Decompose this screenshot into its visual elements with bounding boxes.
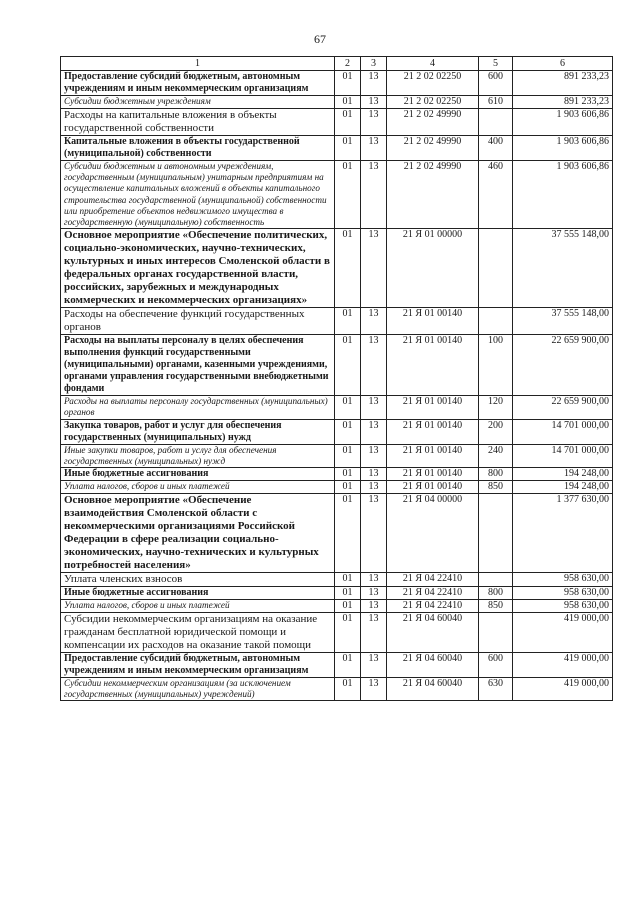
row-subsection: 13 [361,161,387,229]
row-amount: 1 377 630,00 [513,494,613,573]
table-row [61,161,613,229]
row-section: 01 [335,71,361,96]
row-section: 01 [335,136,361,161]
row-expense-type: 100 [479,335,513,396]
row-section: 01 [335,481,361,494]
row-name: Иные бюджетные ассигнования [61,587,335,600]
row-section: 01 [335,587,361,600]
row-amount: 1 903 606,86 [513,109,613,136]
row-subsection: 13 [361,109,387,136]
row-name: Уплата членских взносов [61,573,335,587]
row-target-article: 21 Я 04 22410 [387,600,479,613]
table-row [61,653,613,678]
row-target-article: 21 2 02 02250 [387,96,479,109]
header-col-3: 3 [361,57,387,71]
row-target-article: 21 Я 01 00140 [387,419,479,444]
row-section: 01 [335,494,361,573]
table-row [61,468,613,481]
row-subsection: 13 [361,229,387,308]
row-amount: 958 630,00 [513,573,613,587]
row-expense-type: 460 [479,161,513,229]
table-row [61,494,613,573]
row-expense-type [479,494,513,573]
row-name: Закупка товаров, работ и услуг для обеспечения государственных (муниципальных) нужд [61,419,335,444]
row-expense-type: 400 [479,136,513,161]
table-row [61,444,613,467]
table-header-row [61,57,613,71]
row-target-article: 21 Я 01 00140 [387,308,479,335]
row-target-article: 21 Я 04 00000 [387,494,479,573]
row-section: 01 [335,335,361,396]
row-amount: 1 903 606,86 [513,161,613,229]
row-expense-type [479,229,513,308]
row-expense-type [479,613,513,653]
row-amount: 37 555 148,00 [513,308,613,335]
row-name: Предоставление субсидий бюджетным, автономным учреждениям и иным некоммерческим организациям [61,653,335,678]
header-col-6: 6 [513,57,613,71]
table-row [61,109,613,136]
row-target-article: 21 Я 01 00140 [387,444,479,467]
header-col-4: 4 [387,57,479,71]
row-expense-type [479,573,513,587]
row-subsection: 13 [361,494,387,573]
row-expense-type: 240 [479,444,513,467]
row-target-article: 21 2 02 49990 [387,161,479,229]
row-amount: 958 630,00 [513,587,613,600]
row-subsection: 13 [361,308,387,335]
row-amount: 419 000,00 [513,613,613,653]
row-amount: 891 233,23 [513,71,613,96]
table-row [61,573,613,587]
row-expense-type: 600 [479,653,513,678]
row-subsection: 13 [361,613,387,653]
row-subsection: 13 [361,335,387,396]
table-row [61,587,613,600]
row-section: 01 [335,396,361,419]
header-col-1: 1 [61,57,335,71]
row-name: Субсидии бюджетным и автономным учреждениям, государственным (муниципальным) унитарным предприятиям на осуществление капитальных вложений в объекты капитального строительства государственной (муниципальной) собственности или приобретение объектов недвижимого имущества в государственную (муниципальную) собственность [61,161,335,229]
row-amount: 22 659 900,00 [513,396,613,419]
row-expense-type: 850 [479,600,513,613]
row-section: 01 [335,600,361,613]
row-expense-type: 800 [479,468,513,481]
table-body [61,71,613,701]
table-row [61,229,613,308]
row-expense-type: 600 [479,71,513,96]
row-amount: 419 000,00 [513,678,613,701]
row-amount: 194 248,00 [513,468,613,481]
row-amount: 194 248,00 [513,481,613,494]
table-row [61,335,613,396]
row-section: 01 [335,308,361,335]
budget-table [60,56,613,701]
row-subsection: 13 [361,444,387,467]
row-section: 01 [335,573,361,587]
row-target-article: 21 Я 01 00140 [387,481,479,494]
row-name: Расходы на обеспечение функций государственных органов [61,308,335,335]
row-subsection: 13 [361,71,387,96]
table-row [61,308,613,335]
row-section: 01 [335,468,361,481]
row-name: Иные бюджетные ассигнования [61,468,335,481]
row-name: Субсидии некоммерческим организациям на оказание гражданам бесплатной юридической помощи и компенсации их расходов на оказание такой помощи [61,613,335,653]
row-name: Основное мероприятие «Обеспечение взаимодействия Смоленской области с некоммерческими организациями Российской Федерации в сфере реализации социально-экономических, научно-технических и культурных потребностей населения» [61,494,335,573]
row-expense-type: 200 [479,419,513,444]
row-section: 01 [335,444,361,467]
row-target-article: 21 Я 04 60040 [387,613,479,653]
row-subsection: 13 [361,573,387,587]
header-col-5: 5 [479,57,513,71]
row-expense-type: 850 [479,481,513,494]
row-expense-type [479,308,513,335]
row-subsection: 13 [361,481,387,494]
row-target-article: 21 Я 04 60040 [387,678,479,701]
row-amount: 958 630,00 [513,600,613,613]
row-section: 01 [335,96,361,109]
table-row [61,396,613,419]
row-expense-type: 630 [479,678,513,701]
table-row [61,678,613,701]
row-name: Уплата налогов, сборов и иных платежей [61,600,335,613]
row-subsection: 13 [361,136,387,161]
row-section: 01 [335,678,361,701]
row-expense-type [479,109,513,136]
row-amount: 22 659 900,00 [513,335,613,396]
row-subsection: 13 [361,587,387,600]
row-target-article: 21 2 02 49990 [387,109,479,136]
row-subsection: 13 [361,678,387,701]
row-target-article: 21 2 02 49990 [387,136,479,161]
row-amount: 419 000,00 [513,653,613,678]
row-name: Расходы на выплаты персоналу государственных (муниципальных) органов [61,396,335,419]
row-subsection: 13 [361,653,387,678]
row-subsection: 13 [361,600,387,613]
row-target-article: 21 Я 04 22410 [387,573,479,587]
row-target-article: 21 Я 01 00000 [387,229,479,308]
row-name: Основное мероприятие «Обеспечение политических, социально-экономических, научно-технических, культурных и иных интересов Смоленской области в федеральных органах государственной власти, российских, зарубежных и международных коммерческих и некоммерческих организациях» [61,229,335,308]
row-name: Расходы на капитальные вложения в объекты государственной собственности [61,109,335,136]
row-target-article: 21 Я 01 00140 [387,335,479,396]
page-number: 67 [314,32,326,46]
row-amount: 37 555 148,00 [513,229,613,308]
row-target-article: 21 2 02 02250 [387,71,479,96]
row-subsection: 13 [361,419,387,444]
row-subsection: 13 [361,96,387,109]
row-target-article: 21 Я 04 60040 [387,653,479,678]
row-amount: 14 701 000,00 [513,419,613,444]
header-col-2: 2 [335,57,361,71]
row-section: 01 [335,613,361,653]
row-name: Предоставление субсидий бюджетным, автономным учреждениям и иным некоммерческим организациям [61,71,335,96]
row-amount: 14 701 000,00 [513,444,613,467]
row-expense-type: 120 [479,396,513,419]
row-expense-type: 610 [479,96,513,109]
row-amount: 1 903 606,86 [513,136,613,161]
row-section: 01 [335,229,361,308]
table-row [61,600,613,613]
row-name: Субсидии некоммерческим организациям (за исключением государственных (муниципальных) учреждений) [61,678,335,701]
row-expense-type: 800 [479,587,513,600]
table-row [61,96,613,109]
row-section: 01 [335,109,361,136]
row-name: Расходы на выплаты персоналу в целях обеспечения выполнения функций государственными (муниципальными) органами, казенными учреждениями, органами управления государственными внебюджетными фондами [61,335,335,396]
row-section: 01 [335,419,361,444]
row-subsection: 13 [361,468,387,481]
row-target-article: 21 Я 01 00140 [387,396,479,419]
row-target-article: 21 Я 04 22410 [387,587,479,600]
row-name: Иные закупки товаров, работ и услуг для обеспечения государственных (муниципальных) нужд [61,444,335,467]
row-name: Уплата налогов, сборов и иных платежей [61,481,335,494]
table-row [61,613,613,653]
row-target-article: 21 Я 01 00140 [387,468,479,481]
row-subsection: 13 [361,396,387,419]
table-row [61,481,613,494]
table-row [61,71,613,96]
row-section: 01 [335,653,361,678]
row-name: Капитальные вложения в объекты государственной (муниципальной) собственности [61,136,335,161]
table-row [61,419,613,444]
row-section: 01 [335,161,361,229]
row-amount: 891 233,23 [513,96,613,109]
row-name: Субсидии бюджетным учреждениям [61,96,335,109]
table-row [61,136,613,161]
